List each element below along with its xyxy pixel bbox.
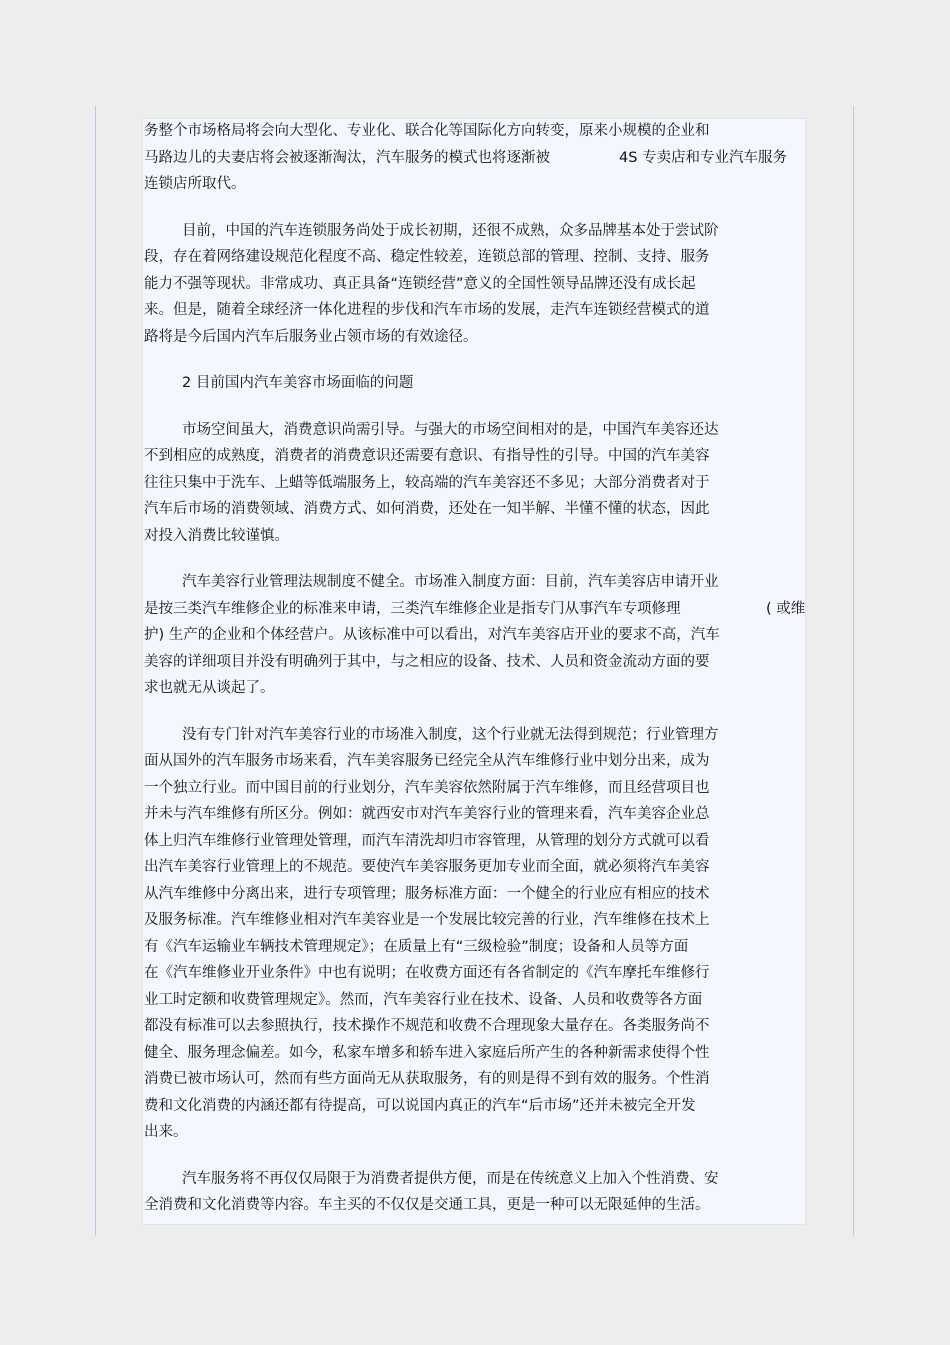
text-line: 路将是今后国内汽车后服务业占领市场的有效途径。 bbox=[144, 328, 478, 345]
text-line: 往往只集中于洗车、上蜡等低端服务上，较高端的汽车美容还不多见；大部分消费者对于 bbox=[144, 474, 710, 491]
right-margin-line bbox=[853, 106, 854, 1236]
paragraph bbox=[144, 1166, 804, 1219]
text-line: 出汽车美容行业管理上的不规范。要使汽车美容服务更加专业而全面，就必须将汽车美容 bbox=[144, 859, 710, 875]
paragraph bbox=[144, 722, 804, 1146]
text-line: 消费已被市场认可，然而有些方面尚无从获取服务，有的则是得不到有效的服务。个性消 bbox=[144, 1071, 710, 1087]
text-line: 汽车后市场的消费领域、消费方式、如何消费，还处在一知半解、半懂不懂的状态，因此 bbox=[144, 501, 710, 517]
text-line: 能力不强等现状。非常成功、真正具备“连锁经营”意义的全国性领导品牌还没有成长起 bbox=[144, 275, 696, 292]
text-line: 从汽车维修中分离出来，进行专项管理；服务标准方面：一个健全的行业应有相应的技术 bbox=[144, 885, 710, 902]
document-body bbox=[144, 118, 804, 1239]
text-line: 及服务标准。汽车维修业相对汽车美容业是一个发展比较完善的行业，汽车维修在技术上 bbox=[144, 912, 710, 928]
text-line: 汽车服务将不再仅仅局限于为消费者提供方便，而是在传统意义上加入个性消费、安 bbox=[182, 1170, 719, 1187]
paragraph bbox=[144, 569, 804, 702]
text-line: 务整个市场格局将会向大型化、专业化、联合化等国际化方向转变，原来小规模的企业和 bbox=[144, 123, 710, 139]
paragraph bbox=[144, 118, 804, 198]
text-line: 一个独立行业。而中国目前的行业划分，汽车美容依然附属于汽车维修，而且经营项目也 bbox=[144, 779, 710, 796]
text-line: 美容的详细项目并没有明确列于其中，与之相应的设备、技术、人员和资金流动方面的要 bbox=[144, 653, 710, 670]
text-line-left: 是按三类汽车维修企业的标准来申请，三类汽车维修企业是指专门从事汽车专项修理 bbox=[144, 600, 681, 617]
text-line: 都没有标准可以去参照执行，技术操作不规范和收费不合理现象大量存在。各类服务尚不 bbox=[144, 1018, 710, 1034]
text-line: 并未与汽车维修有所区分。例如：就西安市对汽车美容行业的管理来看，汽车美容企业总 bbox=[144, 806, 710, 822]
text-line: 市场空间虽大，消费意识尚需引导。与强大的市场空间相对的是，中国汽车美容还达 bbox=[182, 421, 719, 438]
text-line-right: ( 或维 bbox=[766, 600, 806, 617]
text-line: 对投入消费比较谨慎。 bbox=[144, 527, 289, 544]
text-line: 在《汽车维修业开业条件》中也有说明；在收费方面还有各省制定的《汽车摩托车维修行 bbox=[144, 965, 710, 981]
text-line-right: 4S 专卖店和专业汽车服务 bbox=[619, 149, 788, 166]
text-line: 全消费和文化消费等内容。车主买的不仅仅是交通工具，更是一种可以无限延伸的生活。 bbox=[144, 1197, 710, 1213]
text-line: 汽车美容行业管理法规制度不健全。市场准入制度方面：目前，汽车美容店申请开业 bbox=[182, 574, 719, 590]
heading-text: 2 目前国内汽车美容市场面临的问题 bbox=[182, 375, 414, 391]
text-line: 出来。 bbox=[144, 1124, 188, 1140]
paragraph bbox=[144, 417, 804, 550]
text-line bbox=[144, 596, 804, 623]
text-line: 业工时定额和收费管理规定》。然而，汽车美容行业在技术、设备、人员和收费等各方面 bbox=[144, 991, 703, 1008]
text-line-left: 马路边儿的夫妻店将会被逐渐淘汰，汽车服务的模式也将逐渐被 bbox=[144, 149, 550, 166]
text-line: 来。但是，随着全球经济一体化进程的步伐和汽车市场的发展，走汽车连锁经营模式的道 bbox=[144, 302, 710, 318]
text-line: 没有专门针对汽车美容行业的市场准入制度，这个行业就无法得到规范；行业管理方 bbox=[182, 726, 719, 743]
left-margin-line bbox=[95, 106, 96, 1236]
text-line: 护) 生产的企业和个体经营户。从该标准中可以看出，对汽车美容店开业的要求不高，汽车 bbox=[144, 627, 720, 643]
text-line: 健全、服务理念偏差。如今，私家车增多和轿车进入家庭后所产生的各种新需求使得个性 bbox=[144, 1044, 710, 1061]
text-line: 体上归汽车维修行业管理处管理，而汽车清洗却归市容管理，从管理的划分方式就可以看 bbox=[144, 832, 710, 849]
text-line: 不到相应的成熟度，消费者的消费意识还需要有意识、有指导性的引导。中国的汽车美容 bbox=[144, 448, 710, 464]
section-heading bbox=[144, 370, 804, 397]
text-line: 目前，中国的汽车连锁服务尚处于成长初期，还很不成熟，众多品牌基本处于尝试阶 bbox=[182, 222, 719, 239]
text-line: 求也就无从谈起了。 bbox=[144, 680, 275, 696]
text-line: 有《汽车运输业车辆技术管理规定》；在质量上有“三级检验”制度；设备和人员等方面 bbox=[144, 938, 689, 955]
text-line: 面从国外的汽车服务市场来看，汽车美容服务已经完全从汽车维修行业中划分出来，成为 bbox=[144, 753, 710, 769]
paragraph bbox=[144, 218, 804, 351]
text-line: 连锁店所取代。 bbox=[144, 176, 246, 192]
text-line: 费和文化消费的内涵还都有待提高，可以说国内真正的汽车“后市场”还并未被完全开发 bbox=[144, 1097, 696, 1114]
text-line: 段，存在着网络建设规范化程度不高、稳定性较差，连锁总部的管理、控制、支持、服务 bbox=[144, 249, 710, 265]
text-line bbox=[144, 145, 804, 172]
